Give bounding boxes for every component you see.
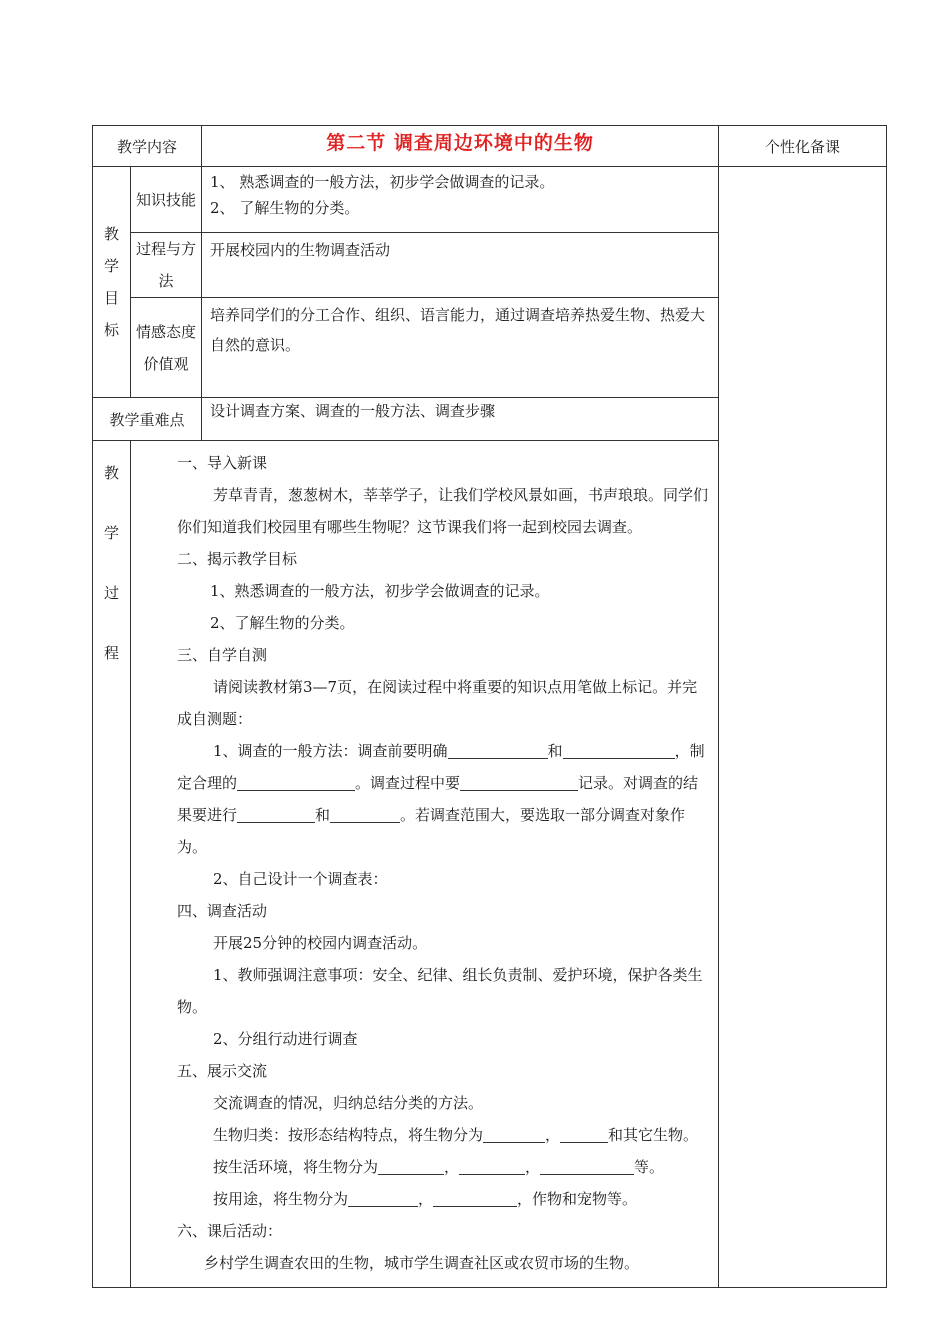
self-test-question-1: 1、调查的一般方法：调查前要明确 和 ，制定合理的 。调查过程中要 记录。对调查的结果要进行 和 。若调查范围大，要选取一部分调查对象作为。 bbox=[177, 742, 705, 856]
exchange-paragraph: 交流调查的情况，归纳总结分类的方法。 bbox=[213, 1094, 484, 1112]
process-content bbox=[131, 441, 719, 1288]
after-class-paragraph: 乡村学生调查农田的生物，城市学生调查社区或农贸市场的生物。 bbox=[204, 1254, 640, 1272]
answer-blank[interactable] bbox=[460, 772, 578, 791]
section-heading: 五、展示交流 bbox=[177, 1062, 268, 1080]
self-test-question-2: 2、自己设计一个调查表： bbox=[213, 870, 388, 888]
activity-item: 2、分组行动进行调查 bbox=[213, 1030, 358, 1048]
personal-prep-label: 个性化备课 bbox=[719, 126, 887, 167]
objective-knowledge-row bbox=[93, 167, 887, 233]
activity-item: 1、教师强调注意事项：安全、纪律、组长负责制、爱护环境，保护各类生物。 bbox=[177, 966, 703, 1016]
answer-blank[interactable] bbox=[433, 1188, 517, 1207]
section-heading: 二、揭示教学目标 bbox=[177, 550, 298, 568]
intro-paragraph: 芳草青青，葱葱树木，莘莘学子，让我们学校风景如画，书声琅琅。同学们你们知道我们校园里有哪些生物呢？这节课我们将一起到校园去调查。 bbox=[177, 486, 709, 536]
answer-blank[interactable] bbox=[237, 772, 355, 791]
answer-blank[interactable] bbox=[348, 1188, 418, 1207]
header-row bbox=[93, 126, 887, 167]
knowledge-item: 1、 熟悉调查的一般方法，初步学会做调查的记录。 bbox=[210, 173, 555, 191]
objectives-group-label: 教 学 目 标 bbox=[93, 167, 131, 398]
answer-blank[interactable] bbox=[560, 1124, 608, 1143]
attitude-content: 培养同学们的分工合作、组织、语言能力，通过调查培养热爱生物、热爱大自然的意识。 bbox=[202, 298, 719, 398]
lesson-title: 第二节 调查周边环境中的生物 bbox=[202, 126, 719, 167]
content-label: 教学内容 bbox=[93, 126, 202, 167]
goal-item: 2、了解生物的分类。 bbox=[210, 614, 355, 632]
answer-blank[interactable] bbox=[540, 1156, 634, 1175]
key-points-content: 设计调查方案、调查的一般方法、调查步骤 bbox=[202, 398, 719, 441]
self-study-paragraph: 请阅读教材第3—7页，在阅读过程中将重要的知识点用笔做上标记。并完成自测题： bbox=[177, 678, 698, 728]
knowledge-content bbox=[202, 167, 719, 233]
knowledge-label: 知识技能 bbox=[131, 167, 202, 233]
answer-blank[interactable] bbox=[237, 804, 315, 823]
answer-blank[interactable] bbox=[483, 1124, 545, 1143]
answer-blank[interactable] bbox=[378, 1156, 444, 1175]
answer-blank[interactable] bbox=[448, 740, 548, 759]
personal-prep-column bbox=[719, 167, 887, 1288]
attitude-label: 情感态度价值观 bbox=[131, 298, 202, 398]
process-method-label: 过程与方法 bbox=[131, 233, 202, 298]
classification-line-1: 生物归类：按形态结构特点，将生物分为 ， 和其它生物。 bbox=[213, 1126, 699, 1144]
section-heading: 六、课后活动： bbox=[177, 1222, 283, 1240]
answer-blank[interactable] bbox=[563, 740, 675, 759]
classification-line-3: 按用途，将生物分为 ， ，作物和宠物等。 bbox=[213, 1190, 638, 1208]
section-heading: 三、自学自测 bbox=[177, 646, 268, 664]
classification-line-2: 按生活环境，将生物分为 ， ， 等。 bbox=[213, 1158, 665, 1176]
lesson-plan-table bbox=[92, 125, 887, 1288]
answer-blank[interactable] bbox=[459, 1156, 525, 1175]
knowledge-item: 2、 了解生物的分类。 bbox=[210, 199, 360, 217]
process-group-label: 教 学 过 程 bbox=[93, 441, 131, 1288]
section-heading: 一、导入新课 bbox=[177, 454, 268, 472]
activity-paragraph: 开展25分钟的校园内调查活动。 bbox=[213, 934, 428, 952]
section-heading: 四、调查活动 bbox=[177, 902, 268, 920]
process-method-content: 开展校园内的生物调查活动 bbox=[202, 233, 719, 298]
answer-blank[interactable] bbox=[330, 804, 400, 823]
key-points-label: 教学重难点 bbox=[93, 398, 202, 441]
goal-item: 1、熟悉调查的一般方法，初步学会做调查的记录。 bbox=[210, 582, 550, 600]
